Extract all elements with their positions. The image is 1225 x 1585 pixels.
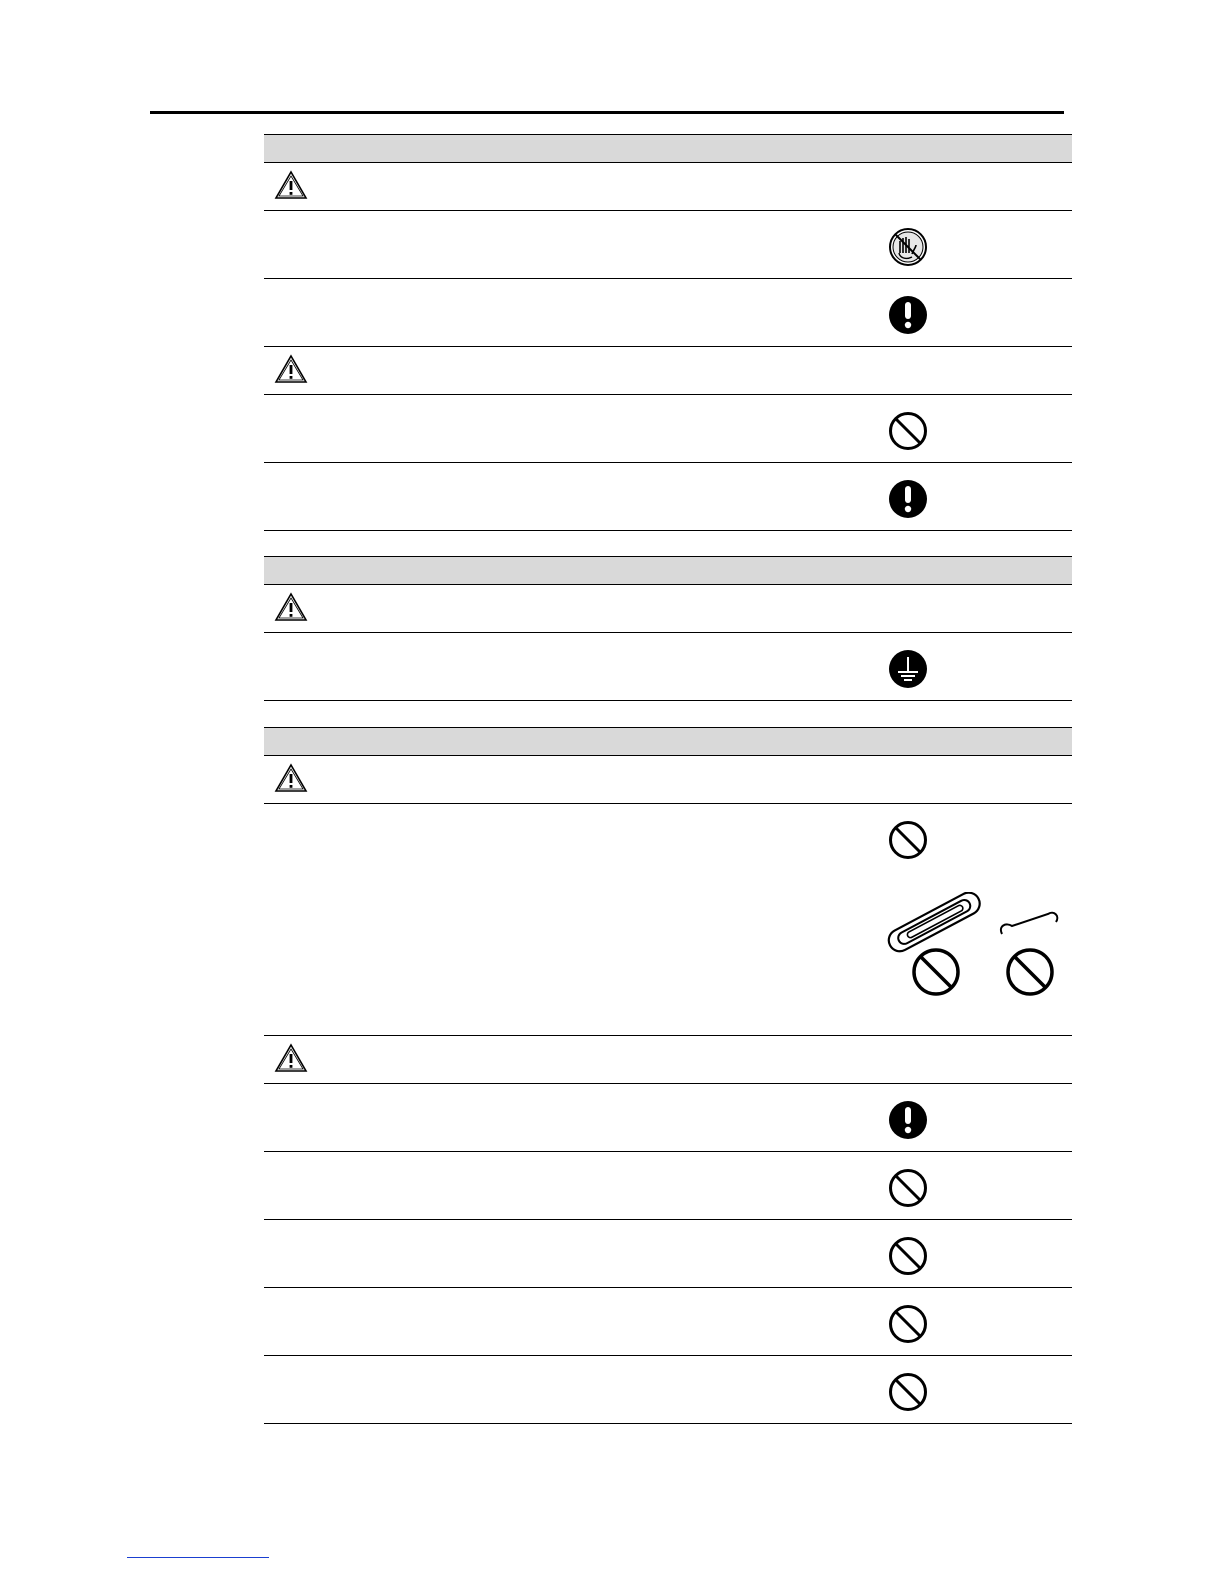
safety-item-row [264, 1220, 1072, 1288]
safety-item-row [264, 211, 1072, 279]
warning-triangle-icon [274, 354, 308, 384]
safety-item-row [264, 804, 1072, 1036]
prohibition-icon [888, 820, 928, 860]
safety-item-row [264, 279, 1072, 347]
warning-triangle-icon [274, 170, 308, 200]
prohibition-icon [1008, 950, 1052, 994]
warning-triangle-icon [274, 1043, 308, 1073]
warning-row [264, 756, 1072, 804]
safety-item-row [264, 1084, 1072, 1152]
safety-item-row [264, 633, 1072, 701]
warning-row [264, 1036, 1072, 1084]
warning-row [264, 347, 1072, 395]
safety-item-row [264, 1152, 1072, 1220]
ground-connection-icon [888, 649, 928, 689]
safety-item-row [264, 395, 1072, 463]
safety-section-3 [264, 727, 1072, 1424]
prohibition-icon [914, 950, 958, 994]
warning-triangle-icon [274, 592, 308, 622]
prohibition-icon [888, 1372, 928, 1412]
paper-clip-icon [885, 892, 984, 955]
safety-section-1 [264, 134, 1072, 531]
safety-item-row [264, 463, 1072, 531]
paper-clip-and-staple-icon [880, 892, 1066, 1002]
prohibition-icon [888, 1236, 928, 1276]
safety-section-2 [264, 556, 1072, 701]
staple-icon [1001, 913, 1057, 934]
safety-item-row [264, 1356, 1072, 1424]
warning-row [264, 163, 1072, 211]
warning-row [264, 585, 1072, 633]
no-touch-hand-icon [888, 227, 928, 267]
exclamation-mandatory-icon [888, 479, 928, 519]
prohibition-icon [888, 411, 928, 451]
footer-link-underline[interactable] [127, 1557, 269, 1558]
prohibition-icon [888, 1304, 928, 1344]
section-header [264, 727, 1072, 756]
safety-item-row [264, 1288, 1072, 1356]
prohibition-icon [888, 1168, 928, 1208]
section-header [264, 556, 1072, 585]
top-rule [150, 111, 1064, 114]
exclamation-mandatory-icon [888, 295, 928, 335]
exclamation-mandatory-icon [888, 1100, 928, 1140]
section-header [264, 134, 1072, 163]
warning-triangle-icon [274, 763, 308, 793]
